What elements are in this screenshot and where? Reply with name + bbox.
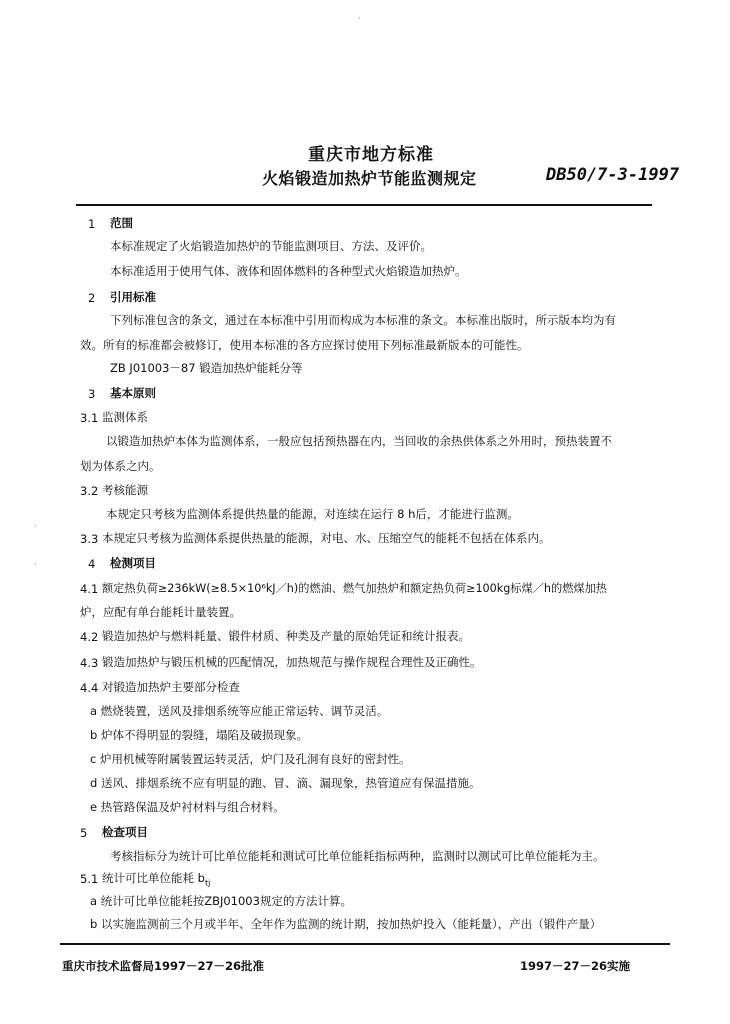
standard-title: 重庆市地方标准 <box>308 145 434 165</box>
subscript-tj: tj <box>204 878 211 888</box>
margin-mark: · <box>34 560 37 569</box>
section-5-1-label: 统计可比单位能耗 b <box>102 871 205 885</box>
reference-line: ZB J01003－87 锻造加热炉能耗分等 <box>110 361 303 375</box>
body-line: 炉，应配有单台能耗计量装置。 <box>80 605 241 619</box>
section-4-4-text: 对锻造加热炉主要部分检查 <box>102 680 240 694</box>
body-line: 本规定只考核为监测体系提供热量的能源，对连续在运行 8 h后，才能进行监测。 <box>106 507 519 521</box>
body-line: 本标准适用于使用气体、液体和固体燃料的各种型式火焰锻造加热炉。 <box>110 264 467 278</box>
standard-subtitle: 火焰锻造加热炉节能监测规定 <box>262 169 477 188</box>
margin-mark: · <box>34 522 37 531</box>
list-item: b 以实施监测前三个月或半年、全年作为监测的统计期，按加热炉投入（能耗量），产出（锻件产量） <box>90 917 602 931</box>
body-line: 考核指标分为统计可比单位能耗和测试可比单位能耗指标两种，监测时以测试可比单位能耗为主。 <box>110 849 605 863</box>
section-1-num: 1 <box>88 217 96 231</box>
body-line: 划为体系之内。 <box>80 459 161 473</box>
list-item: b 炉体不得明显的裂缝，塌陷及破损现象。 <box>90 728 308 742</box>
section-3-1-heading: 监测体系 <box>102 410 148 424</box>
body-line: 以锻造加热炉本体为监测体系，一般应包括预热器在内，当回收的余热供体系之外用时，预热装置不 <box>106 434 612 448</box>
section-3-heading: 基本原则 <box>110 386 156 400</box>
section-3-num: 3 <box>88 387 96 401</box>
footer-rule <box>60 943 670 945</box>
body-line: 本标准规定了火焰锻造加热炉的节能监测项目、方法、及评价。 <box>110 239 432 253</box>
list-item: d 送风、排烟系统不应有明显的跑、冒、滴、漏现象，热管道应有保温措施。 <box>90 776 481 790</box>
section-4-heading: 检测项目 <box>110 556 156 570</box>
section-1-heading: 范围 <box>110 216 133 230</box>
section-5-1-text <box>102 872 210 888</box>
approval-line: 重庆市技术监督局1997－27－26批准 <box>62 959 265 973</box>
body-line: 下列标准包含的条文，通过在本标准中引用而构成为本标准的条文。本标准出版时，所示版本均为有 <box>110 313 616 327</box>
section-5-1-num: 5.1 <box>80 872 99 886</box>
section-4-3-num: 4.3 <box>80 656 99 670</box>
section-4-2-text: 锻造加热炉与燃料耗量、锻件材质、种类及产量的原始凭证和统计报表。 <box>102 629 470 643</box>
section-2-num: 2 <box>88 291 96 305</box>
section-4-num: 4 <box>88 557 96 571</box>
standard-code: DB50/7-3-1997 <box>546 165 680 185</box>
implementation-line: 1997－27－26实施 <box>520 959 631 973</box>
section-3-1-num: 3.1 <box>80 411 99 425</box>
section-4-4-num: 4.4 <box>80 681 99 695</box>
section-3-2-heading: 考核能源 <box>102 483 148 497</box>
list-item: a 燃烧装置，送风及排烟系统等应能正常运转、调节灵活。 <box>90 704 389 718</box>
section-2-heading: 引用标准 <box>110 290 156 304</box>
body-line: 效。所有的标准都会被修订，使用本标准的各方应探讨使用下列标准最新版本的可能性。 <box>80 338 529 352</box>
section-3-3-num: 3.3 <box>80 532 99 546</box>
section-4-1-num: 4.1 <box>80 582 99 596</box>
section-4-1-text: 额定热负荷≥236kW(≥8.5×10⁶kJ／h)的燃油、燃气加热炉和额定热负荷≥100kg标煤／h的燃煤加热 <box>102 582 607 595</box>
section-5-heading: 检查项目 <box>102 825 148 839</box>
list-item: a 统计可比单位能耗按ZBJ01003规定的方法计算。 <box>90 894 352 908</box>
section-5-num: 5 <box>80 826 88 840</box>
list-item: e 热管路保温及炉衬材料与组合材料。 <box>90 800 285 814</box>
section-4-3-text: 锻造加热炉与锻压机械的匹配情况，加热规范与操作规程合理性及正确性。 <box>102 655 482 669</box>
header-rule <box>76 204 652 206</box>
list-item: c 炉用机械等附属装置运转灵活，炉门及孔洞有良好的密封性。 <box>90 752 411 766</box>
section-4-2-num: 4.2 <box>80 630 99 644</box>
page-mark: · <box>358 14 361 23</box>
section-3-2-num: 3.2 <box>80 484 99 498</box>
section-3-3-text: 本规定只考核为监测体系提供热量的能源，对电、水、压缩空气的能耗不包括在体系内。 <box>102 531 551 545</box>
